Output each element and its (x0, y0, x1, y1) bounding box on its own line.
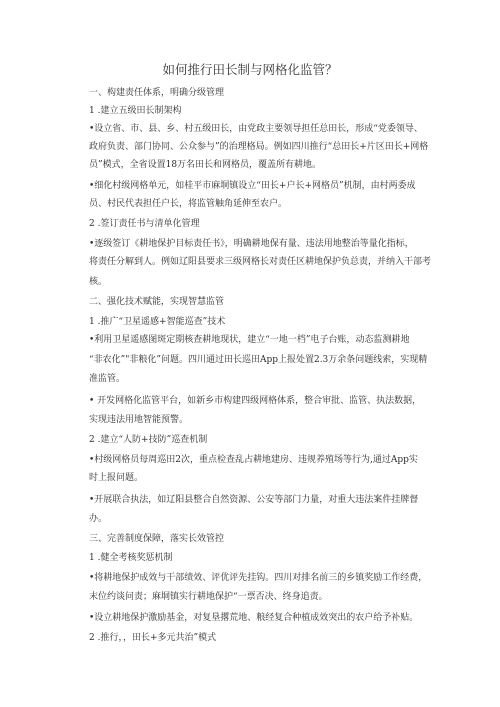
paragraph-line: •设立省、市、县、乡、村五级田长，由党政主要领导担任总田长，形成“党委领导、 (89, 124, 423, 134)
paragraph-line: 实现违法用地智能预警。 (89, 415, 189, 425)
paragraph-line: •村级网格员每周巡田2次，重点检查乱占耕地建房、违规养殖场等行为,通过App实 (89, 455, 418, 465)
paragraph-line: •将耕地保护成效与干部绩效、评优评先挂钩。四川对排名前三的乡镇奖励工作经费， (89, 573, 428, 583)
section-heading-3: 三、完善制度保障，落实长效管控 (89, 534, 225, 544)
section-heading-1: 一、构建责任体系，明确分级管理 (89, 88, 225, 98)
paragraph-line: 核。 (89, 277, 108, 287)
paragraph-line: 员”模式，全省设置18万名田长和网格员，覆盖所有耕地。 (89, 160, 322, 170)
paragraph-line: 时上报问题。 (89, 473, 144, 483)
subsection-heading: 1 .推广“卫星遥感+智能巡查”技术 (89, 317, 226, 327)
subsection-heading: 1 .建立五级田长制架构 (89, 106, 182, 116)
paragraph-line: •设立耕地保护激励基金，对复垦撂荒地、粮经复合种植成效突出的农户给予补贴。 (89, 613, 419, 623)
paragraph-line: 员、村民代表担任户长，将监管触角延伸至农户。 (89, 199, 288, 209)
subsection-heading: 1 .健全考核奖惩机制 (89, 553, 173, 563)
paragraph-line: •细化村级网格单元，如桂平市麻垌镇设立“田长+户长+网格员”机制，由村两委成 (89, 181, 416, 191)
paragraph-line: 将责任分解到人。例如辽阳县要求三级网格长对责任区耕地保护负总责，并纳入干部考 (89, 257, 432, 267)
paragraph-line: “非农化”"非粮化”问题。四川通过田长巡田App上报处置2.3万余条问题线索，实现精 (89, 355, 428, 365)
paragraph-line: •开展联合执法，如辽阳县整合自然资源、公安等部门力量，对重大违法案件挂牌督 (89, 495, 419, 505)
paragraph-line: •逐级签订《耕地保护目标责任书》，明确耕地保有量、违法用地整治等量化指标， (89, 239, 414, 249)
subsection-heading: 2 .建立“人防+技防”巡查机制 (89, 435, 208, 445)
paragraph-line: 末位约谈问责；麻垌镇实行耕地保护“一票否决、终身追责。 (89, 592, 328, 602)
section-heading-2: 二、强化技术赋能，实现智慧监管 (89, 297, 225, 307)
paragraph-line: • 开发网格化监管平台，如新乡市构建四级网格体系，整合审批、监管、执法数据， (89, 396, 422, 406)
document-title: 如何推行田长制与网格化监管？ (162, 62, 338, 77)
paragraph-line: 准监管。 (89, 374, 126, 384)
paragraph-line: 办。 (89, 514, 108, 524)
subsection-heading: 2 .推行，，田长+多元共治”模式 (89, 633, 217, 643)
paragraph-line: •利用卫星遥感图斑定期核查耕地现状，建立“一地一档”电子台账，动态监测耕地 (89, 335, 410, 345)
paragraph-line: 政府负责、部门协同、公众参与”的治理格局。例如四川推行“总田长+片区田长+网格 (89, 142, 429, 152)
subsection-heading: 2 .签订责任书与清单化管理 (89, 219, 200, 229)
